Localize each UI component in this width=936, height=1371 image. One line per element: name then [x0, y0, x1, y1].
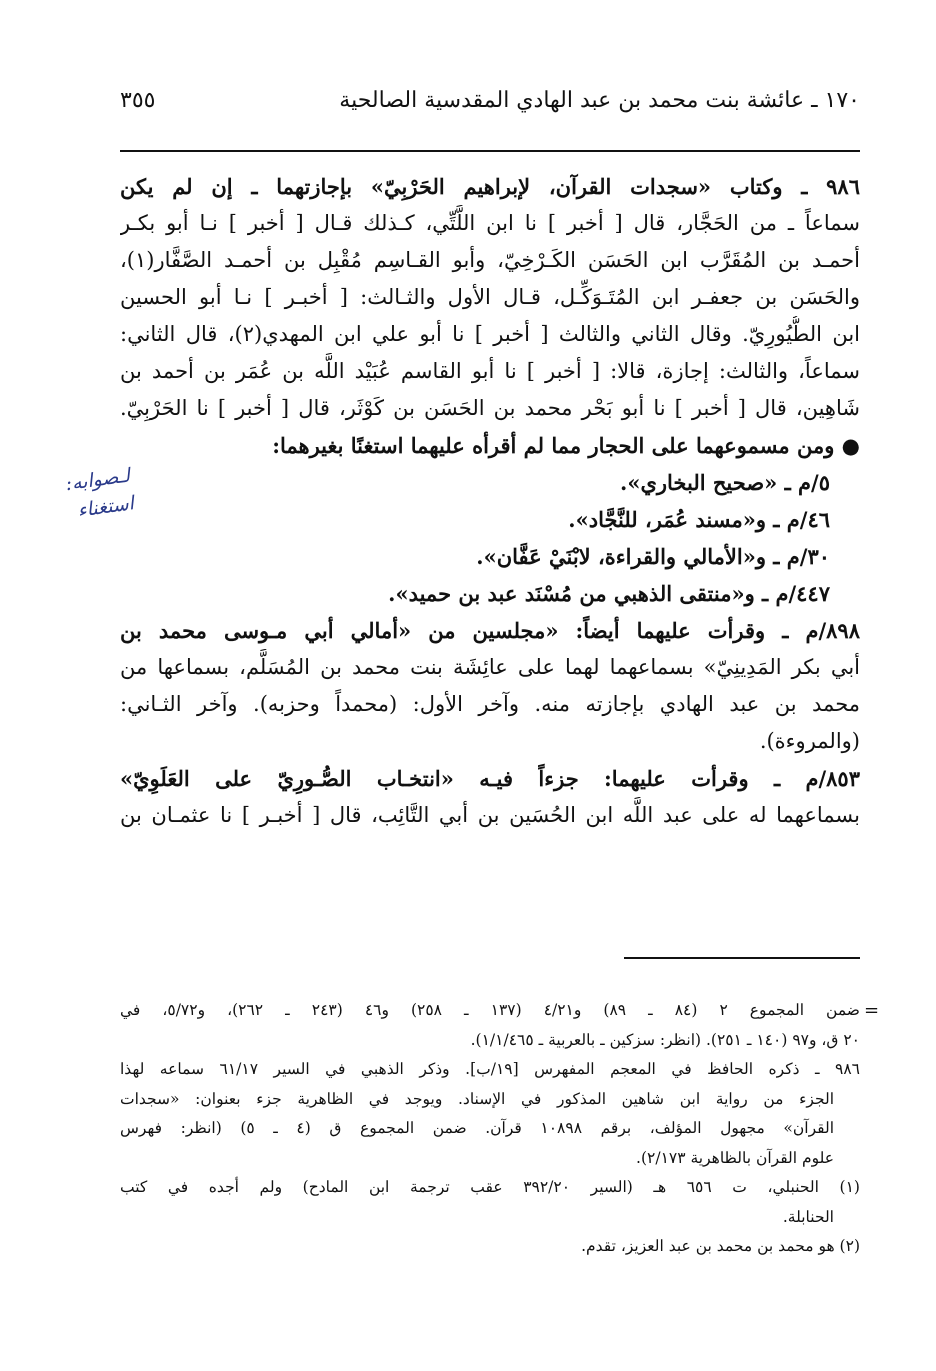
footnote-line: (٢) هو محمد بن محمد بن عبد العزيز، تقدم. — [581, 1237, 860, 1255]
text-line: سماعاً ـ من الحَجَّار، قال [ أخبر ] نا ابن اللَّتِّي، كـذلك قـال [ أخبر ] نـا أبو بكـر — [120, 211, 860, 235]
page-number: ٣٥٥ — [120, 88, 156, 113]
footnote-line: الحنابلة. — [782, 1207, 834, 1226]
footnotes — [120, 996, 860, 1262]
footnote-line: علوم القرآن بالظاهرية ٢/١٧٣). — [636, 1148, 834, 1167]
margin-note-line: استغناء — [76, 492, 136, 522]
header-rule — [120, 150, 860, 152]
list-item: ٣٠/م ـ و«الأمالي والقراءة، لابْنَيْ عَفَّان». — [476, 544, 830, 569]
running-title: ١٧٠ ـ عائشة بنت محمد بن عبد الهادي المقدسية الصالحية — [339, 88, 860, 113]
page-header — [120, 88, 860, 120]
handwritten-margin-note — [1, 461, 139, 558]
text-line: ٨٥٣/م ـ وقرأت عليهما: جزءاً فيـه «انتخـاب الصُّـورِيّ على العَلَوِيّ» — [120, 766, 860, 791]
text-line: محمد بن عبد الهادي بإجازته منه. وآخر الأول: (محمداً وحزبه). وآخر الثـاني: — [120, 692, 860, 716]
list-item: ٤٤٧/م ـ و«منتقى الذهبي من مُسْنَد عبد بن حميد». — [388, 581, 830, 606]
text-line: ابن الطُّيُورِيّ. وقال الثاني والثالث [ أخبر ] نا أبو علي ابن المهدي(٢)، قال الثاني: — [120, 322, 860, 346]
text-line: ٨٩٨/م ـ وقرأت عليهما أيضاً: «مجلسين من «أمالي أبي مـوسى محمد بن — [120, 618, 860, 643]
text-line: شَاهِين، قال [ أخبر ] نا أبو بَحْر محمد بن الحَسَن بن كَوْثَر، قال [ أخبر ] نا الحَرْبِيّ. — [120, 396, 860, 420]
text-line: أحمـد بن المُقَرَّب ابن الحَسَن الكَـرْخِيّ، وأبو القـاسِم مُقْبِل بن أحمـد الصَّفَّار(١)، — [120, 248, 860, 272]
continuation-mark: = — [864, 1000, 880, 1021]
main-text — [120, 168, 860, 834]
text-line: بسماعهما له على عبد اللَّه ابن الحُسَين بن أبي التَّائِب، قال [ أخبـر ] نا عثمـان بن — [120, 803, 860, 827]
text-line: والحَسَن بن جعفـر ابن المُتَـوَكِّـل، قـال الأول والثـالث: [ أخبـر ] نـا أبو الحسين — [120, 285, 860, 309]
text-line: ٩٨٦ ـ وكتاب «سجدات القرآن، لإبراهيم الحَرْبِيّ» بإجازتهما ـ إن لم يكن — [120, 174, 860, 199]
footnote-line: ٩٨٦ ـ ذكره الحافظ في المعجم المفهرس [١٩/ب]. وذكر الذهبي في السير ٦١/١٧ سماعه لهذا — [120, 1060, 860, 1078]
footnote-line: ضمن المجموع ٢ (٨٤ ـ ٨٩) و٤/٢١ (١٣٧ ـ ٢٥٨) و٤٦ (٢٤٣ ـ ٢٦٢)، و٥/٧٢، في — [120, 1001, 860, 1019]
margin-note-line: لـصوابه: — [64, 464, 132, 496]
footnote-line: القرآن» مجهول المؤلف، برقم ١٠٨٩٨ قرآن. ضمن المجموع ق (٤ ـ ٥) (انظر: فهرس — [120, 1119, 834, 1137]
list-item: ٤٦/م ـ و«مسند عُمَر، للنَّجَّاد». — [568, 507, 830, 532]
list-item: ٥/م ـ «صحيح البخاري». — [620, 470, 830, 495]
text-line: (والمروءة). — [759, 729, 860, 753]
footnote-line: (١) الحنبلي، ت ٦٥٦ هـ (السير ٣٩٢/٢٠ عقب ترجمة ابن المادح) ولم أجده في كتب — [120, 1178, 860, 1196]
text-line: أبي بكر المَدِينِيّ» بسماعهما لهما على عائِشَة بنت محمد بن المُسَلَّم، بسماعها من — [120, 655, 860, 679]
bullet-heading: ● ومن مسموعهما على الحجار مما لم أقرأه عليهما استغنًا بغيرهما: — [272, 433, 860, 458]
footnote-line: ٢٠ ق، و٩٧ (١٤٠ ـ ٢٥١). (انظر: سزكين ـ بالعربية ـ ١/١/٤٦٥). — [470, 1030, 860, 1049]
text-line: سماعاً، والثالث: إجازة، قالا: [ أخبر ] نا أبو القاسم عُبَيْد اللَّه بن عُمَر بن أحمد بن — [120, 359, 860, 383]
footnote-rule — [624, 957, 860, 959]
footnote-line: الجزء من رواية ابن شاهين المذكور في الإسناد. ويوجد في الظاهرية جزء بعنوان: «سجدات — [120, 1089, 834, 1108]
